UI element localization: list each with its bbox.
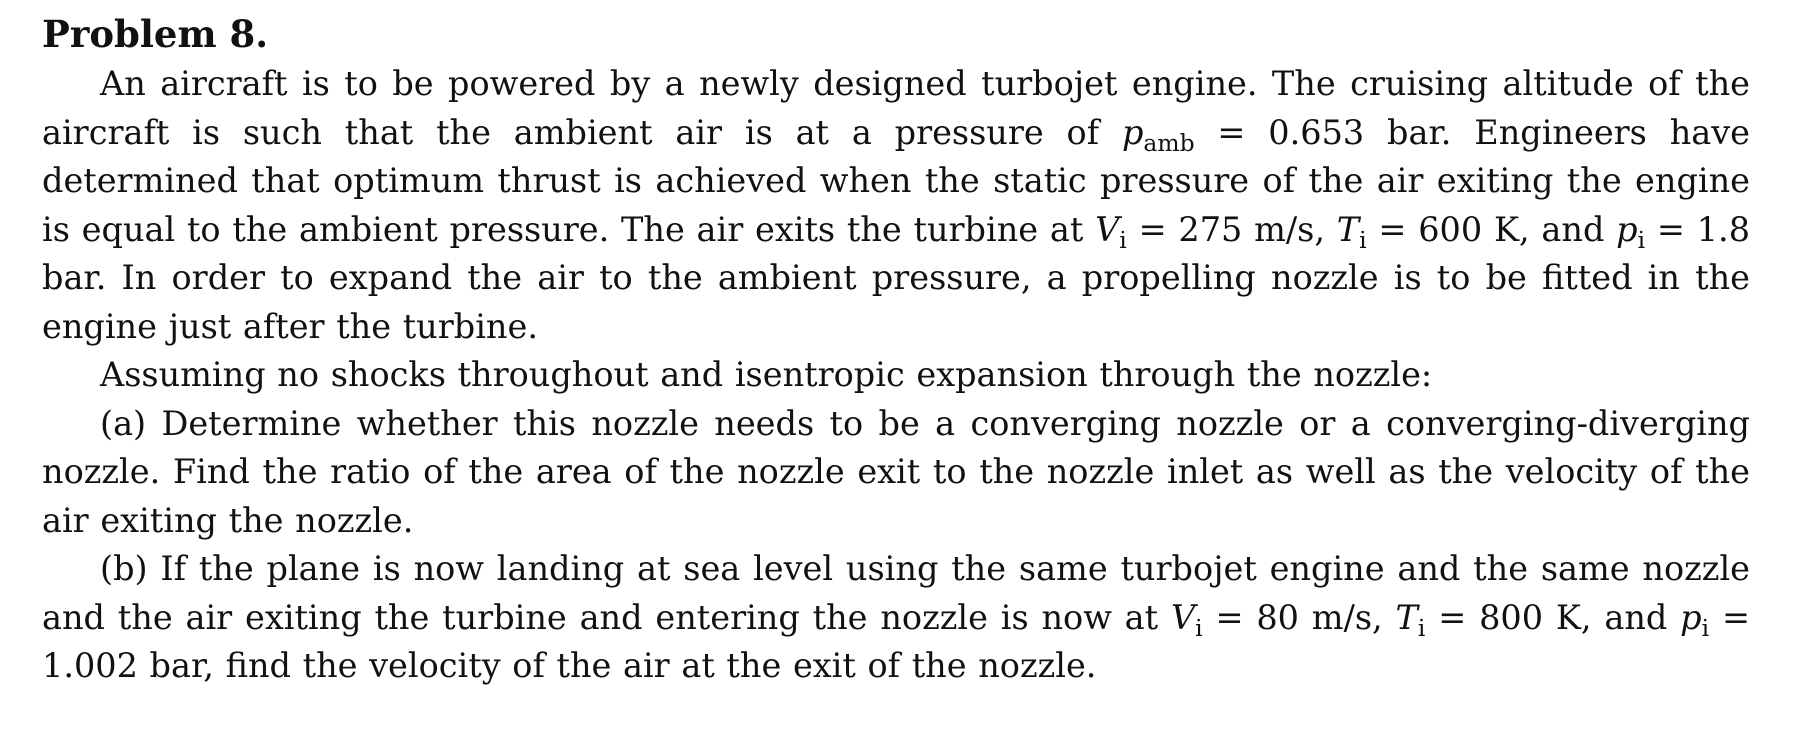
problem-document (42, 8, 1750, 691)
math-symbol: $T_i$ (1336, 209, 1367, 254)
math-symbol: $p_{amb}$ (1121, 112, 1195, 157)
math-symbol: $V_i$ (1095, 209, 1127, 254)
part-a: (a) Determine whether this nozzle needs to be a converging nozzle or a converging-diverging nozzle. Find the ratio of the area of the nozzle exit to the nozzle inlet as well as the velocity of the air exiting the nozzle. (42, 403, 1750, 540)
math-symbol: $V_i$ (1170, 597, 1203, 642)
problem-paragraph-1: An aircraft is to be powered by a newly designed turbojet engine. The cruising altitude of the aircraft is such that the ambient air is at a pressure of $p_{amb} = 0.653$ bar. Engineers have determined that optimum thrust is achieved when the static pressure of the air exiting the engine is equal to the ambient pressure. The air exits the turbine at $V_i = 275$ m/s, $T_i = 600$ K, and $p_i = 1.8$ bar. In order to expand the air to the ambient pressure, a propelling nozzle is to be fitted in the engine just after the turbine. (42, 64, 1751, 346)
math-symbol: $p_i$ (1616, 209, 1646, 254)
assumption-line: Assuming no shocks throughout and isentropic expansion through the nozzle: (100, 355, 1433, 394)
part-b: (b) If the plane is now landing at sea level using the same turbojet engine and the same nozzle and the air exiting the turbine and entering the nozzle is now at $V_i = 80$ m/s, $T_i = 800$ K, and $p_i = 1.002$ bar, find the velocity of the air at the exit of the nozzle. (42, 549, 1751, 685)
math-symbol: $T_i$ (1395, 597, 1426, 642)
problem-title: Problem 8. (42, 12, 269, 56)
math-symbol: $p_i$ (1680, 597, 1710, 642)
